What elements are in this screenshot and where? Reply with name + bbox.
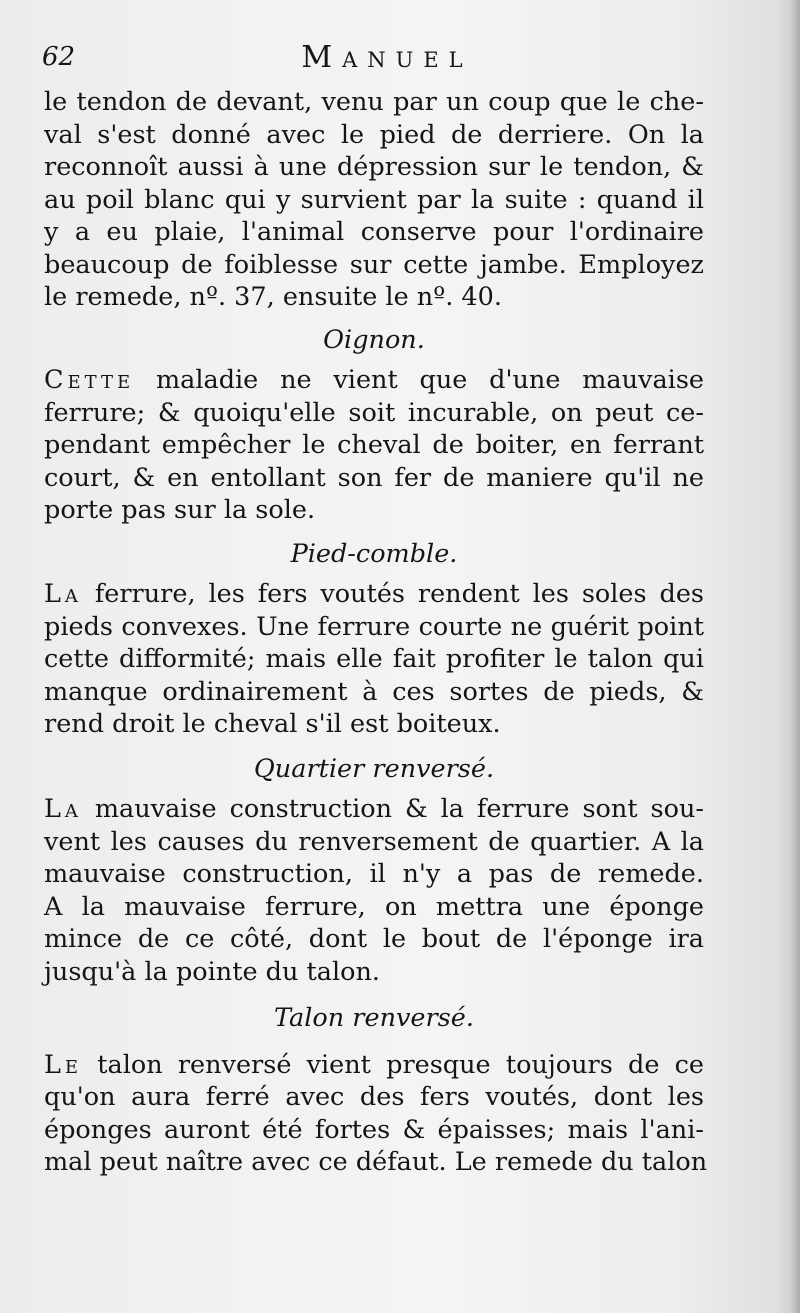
text-line: mince de ce côté, dont le bout de l'éponge ira [44,924,704,954]
text-line: le remede, nº. 37, ensuite le nº. 40. [44,282,502,312]
paragraph-opening-word: Cette [44,365,135,395]
text-line: pieds convexes. Une ferrure courte ne guérit point [44,611,704,642]
text-line [44,364,704,397]
text-line [44,578,704,611]
intro-paragraph [44,86,704,314]
section-heading-oignon: Oignon. [323,324,425,355]
text-line: val s'est donné avec le pied de derriere. On la [44,119,704,150]
running-title: Manuel [301,40,473,75]
page-header [42,36,702,84]
text-line [44,1049,704,1082]
section-heading-pied-comble: Pied-comble. [290,538,458,569]
text-line: beaucoup de foiblesse sur cette jambe. Employez [44,249,704,280]
text-line-rest: talon renversé vient presque toujours de ce [82,1049,704,1080]
text-line: A la mauvaise ferrure, on mettra une éponge [44,891,704,922]
text-line: court, & en entollant son fer de maniere qu'il ne [44,462,704,493]
text-line-rest: ferrure, les fers voutés rendent les soles des [81,579,704,609]
section-paragraph-oignon [44,364,704,527]
section-paragraph-pied-comble [44,578,704,741]
text-line: qu'on aura ferré avec des fers voutés, dont les [44,1082,704,1112]
text-line: éponges auront été fortes & épaisses; mais l'ani- [44,1114,704,1145]
text-line-rest: mauvaise construction & la ferrure sont sou- [81,794,704,824]
paragraph-opening-word: La [44,794,82,824]
text-line: le tendon de devant, venu par un coup que le che- [44,87,704,117]
text-line [44,793,704,826]
text-line: ferrure; & quoiqu'elle soit incurable, on peut ce- [44,397,704,428]
section-heading-talon-renverse: Talon renversé. [274,1003,474,1033]
text-line: rend droit le cheval s'il est boiteux. [44,709,501,739]
page-body [44,86,708,1179]
text-line: y a eu plaie, l'animal conserve pour l'ordinaire [44,217,704,247]
paragraph-opening-word: Le [44,1049,83,1080]
paragraph-opening-word: La [44,579,82,609]
text-line: au poil blanc qui y survient par la suite : quand il [44,184,704,215]
text-line: reconnoît aussi à une dépression sur le tendon, & [44,152,704,182]
section-paragraph-quartier-renverse [44,793,704,988]
text-line: mal peut naître avec ce défaut. Le remede du talon [44,1147,708,1177]
text-line-rest: maladie ne vient que d'une mauvaise [134,365,704,395]
text-line: manque ordinairement à ces sortes de pieds, & [44,676,704,707]
text-line: porte pas sur la sole. [44,495,316,525]
text-line: jusqu'à la pointe du talon. [44,956,380,987]
page-number: 62 [42,42,76,72]
section-paragraph-talon-renverse [44,1049,708,1179]
text-line: mauvaise construction, il n'y a pas de remede. [44,859,704,889]
text-line: cette difformité; mais elle fait profiter le talon qui [44,644,704,674]
page-edge-shadow [778,0,800,1313]
text-line: vent les causes du renversement de quartier. A la [44,826,704,857]
section-heading-quartier-renverse: Quartier renversé. [253,753,495,784]
text-line: pendant empêcher le cheval de boiter, en ferrant [44,430,704,460]
